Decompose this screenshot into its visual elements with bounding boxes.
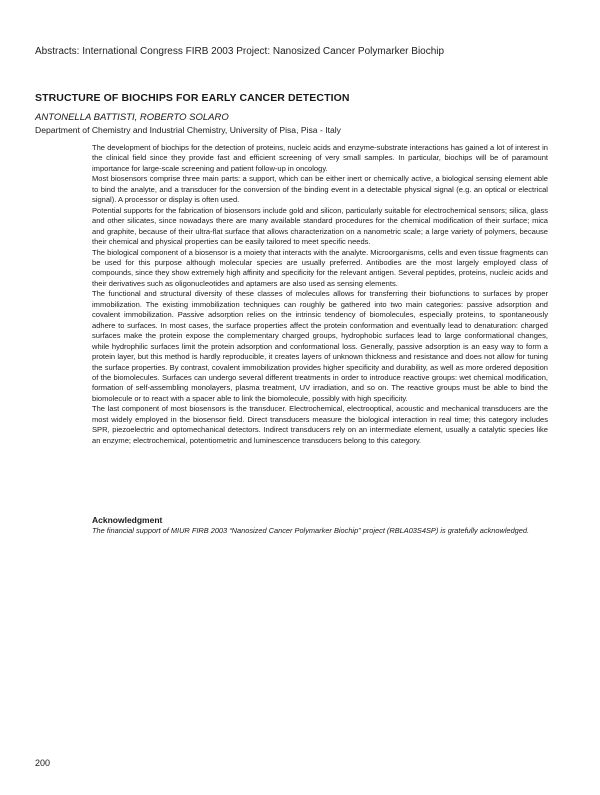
paragraph-biological-component: The biological component of a biosensor is a moiety that interacts with the analyte. Microorganisms, cells and even tissue fragments can be used for this purpose although molecular species are usually preferred. Antibodies are the most largely employed class of compounds, since they show extremely high affinity and specificity for the relevant antigen. Several peptides, proteins, nucleic acids and their derivatives such as oligonucleotides and aptamers are also used as sensing elements. xyxy=(92,247,548,288)
paragraph-transducer: The last component of most biosensors is the transducer. Electrochemical, electrooptical, acoustic and mechanical transducers are the most widely employed in the biosensor field. Direct transducers measure the biological interaction in real time; this category includes SPR, piezoelectric and optomechanical detectors. Indirect transducers rely on an intermediate element, usually a catalytic species like an enzyme; electrochemical, potentiometric and luminescence transducers belong to this category. xyxy=(92,404,548,445)
article-title: STRUCTURE OF BIOCHIPS FOR EARLY CANCER DETECTION xyxy=(35,92,350,104)
affiliation: Department of Chemistry and Industrial Chemistry, University of Pisa, Pisa - Italy xyxy=(35,125,341,135)
paragraph-intro: The development of biochips for the detection of proteins, nucleic acids and enzyme-substrate interactions has gained a lot of interest in the clinical field since they provide fast and efficient screening of very small samples. In particular, biochips will be of paramount importance for large-scale screening and patient follow-up in oncology. xyxy=(92,143,548,173)
acknowledgment-heading: Acknowledgment xyxy=(92,515,163,525)
acknowledgment-text: The financial support of MIUR FIRB 2003 “Nanosized Cancer Polymarker Biochip” project (RBLA03S4SP) is gratefully acknowledged. xyxy=(92,526,530,535)
paragraph-biosensor-parts: Most biosensors comprise three main parts: a support, which can be either inert or chemically active, a biological sensing element able to bind the analyte, and a transducer for the conversion of the binding event in a detectable physical signal (e.g. an optical or electrical signal). A processor or display is often used. xyxy=(92,174,548,205)
running-head: Abstracts: International Congress FIRB 2003 Project: Nanosized Cancer Polymarker Biochip xyxy=(35,46,445,57)
abstract-body xyxy=(92,143,548,446)
page-number: 200 xyxy=(35,758,51,768)
paragraph-supports: Potential supports for the fabrication of biosensors include gold and silicon, particularly suitable for electrochemical sensors; silica, glass and other silicates, since nowadays there are many available standard procedures for the chemical modification of their surface; mica and graphite, because of their ultra-flat surface that allows characterization on a nanometric scale; a large variety of polymers, because their chemical and physical properties can be easily tailored to meet specific needs. xyxy=(92,205,548,247)
authors: ANTONELLA BATTISTI, ROBERTO SOLARO xyxy=(35,112,229,123)
paragraph-immobilization: The functional and structural diversity of these classes of molecules allows for transferring their biofunctions to surfaces by proper immobilization. The existing immobilization techniques can roughly be gathered into two main categories: passive adsorption and covalent immobilization. Passive adsorption relies on the intrinsic tendency of biomolecules, especially proteins, to spontaneously adhere to surfaces. In most cases, the surface properties affect the protein conformation and eventually lead to denaturation: charged surfaces make the protein expose the complementary charged groups, hydrophobic surfaces lead to large conformational changes, while hydrophilic surfaces limit the protein adsorption and conformational loss. Generally, passive adsorption is an easy way to form a protein layer, but this method is hardly reproducible, it creates layers of unknown thickness and resistance and does not allow for tuning the surface properties. By contrast, covalent immobilization provides higher specificity and durability, as well as more ordered deposition of the biomolecules. Surfaces can undergo several different treatments in order to introduce reactive groups: wet chemical modification, formation of self-assembling monolayers, plasma treatment, UV irradiation, and so on. The reactive groups must be able to bind the biomolecule or to react with a spacer able to link the biomolecule, possibly with high specificity. xyxy=(92,289,548,403)
